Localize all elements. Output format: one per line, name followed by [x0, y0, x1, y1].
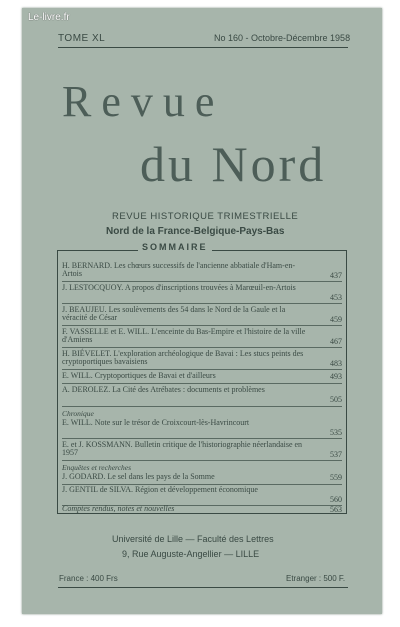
title-revue: Revue — [62, 77, 225, 126]
toc-entry — [62, 419, 342, 437]
toc-entry — [62, 505, 342, 514]
issue-label: No 160 - Octobre-Décembre 1958 — [214, 33, 351, 43]
book-cover — [22, 8, 382, 614]
price-france: France : 400 Frs — [59, 574, 118, 583]
header-rule — [58, 47, 348, 48]
toc-entry-text: E. et J. KOSSMANN. Bulletin critique de l'historiographie néerlandaise en 1957 — [62, 440, 303, 457]
toc-entry-text: J. LESTOCQUOY. A propos d'inscriptions trouvées à Marœuil-en-Artois — [62, 283, 296, 292]
toc-entry-text: J. BEAUJEU. Les soulèvements des 54 dans le Nord de la Gaule et la véracité de César — [62, 305, 286, 322]
toc-entry-page: 459 — [330, 315, 342, 324]
toc-divider — [62, 383, 342, 384]
toc-entry-page: 505 — [330, 395, 342, 404]
toc-entry-page: 493 — [330, 372, 342, 381]
section-chronique: Chronique — [62, 409, 94, 418]
title-du-nord: du Nord — [140, 136, 327, 192]
address-label: 9, Rue Auguste-Angellier — LILLE — [122, 549, 260, 559]
toc-entry-page: 537 — [330, 450, 342, 459]
toc-divider — [62, 438, 342, 439]
toc-entry-page: 563 — [330, 505, 342, 514]
toc-entry-text: F. VASSELLE et E. WILL. L'enceinte du Bas-Empire et l'histoire de la ville d'Amiens — [62, 327, 306, 344]
toc-divider — [62, 369, 342, 370]
toc-divider — [62, 460, 342, 461]
toc-entry — [62, 473, 342, 482]
toc-entry — [62, 386, 342, 404]
tome-label: TOME XL — [58, 33, 106, 44]
toc-entry — [62, 441, 342, 459]
toc-entry-page: 467 — [330, 337, 342, 346]
toc-divider — [62, 406, 342, 407]
toc-entry — [62, 262, 342, 280]
toc-entry — [62, 350, 342, 368]
toc-entry-text: Comptes rendus, notes et nouvelles — [62, 504, 175, 513]
watermark: Le-livre.fr — [28, 12, 70, 23]
price-etranger: Etranger : 500 F. — [286, 574, 346, 583]
subtitle: REVUE HISTORIQUE TRIMESTRIELLE — [112, 211, 299, 222]
toc-entry — [62, 306, 342, 324]
toc-entry-text: J. GODARD. Le sel dans les pays de la Somme — [62, 472, 215, 481]
toc-entry-page: 453 — [330, 293, 342, 302]
toc-entry-text: J. GENTIL de SILVA. Région et développement économique — [62, 485, 258, 494]
toc-entry — [62, 486, 342, 504]
toc-entry-text: A. DEROLEZ. La Cité des Atrébates : documents et problèmes — [62, 385, 265, 394]
toc-entry-text: H. BIÉVELET. L'exploration archéologique de Bavai : Les stucs peints des cryptoportiques bavaisiens — [62, 349, 304, 366]
toc-divider — [62, 303, 342, 304]
toc-entry-text: H. BERNARD. Les chœurs successifs de l'ancienne abbatiale d'Ham-en-Artois — [62, 261, 296, 278]
toc-entry-page: 560 — [330, 495, 342, 504]
toc-entry — [62, 284, 342, 302]
toc-entry — [62, 372, 342, 381]
toc-divider — [62, 347, 342, 348]
toc-divider — [62, 325, 342, 326]
toc-divider — [62, 281, 342, 282]
toc-entry-page: 535 — [330, 428, 342, 437]
sommaire-heading: SOMMAIRE — [138, 242, 212, 252]
toc-entry-page: 437 — [330, 271, 342, 280]
toc-entry-text: E. WILL. Cryptoportiques de Bavai et d'ailleurs — [62, 371, 216, 380]
toc-entry-page: 483 — [330, 359, 342, 368]
footer-rule — [58, 587, 348, 588]
toc-entry — [62, 328, 342, 346]
section-enquetes: Enquêtes et recherches — [62, 463, 131, 472]
university-label: Université de Lille — Faculté des Lettres — [112, 534, 274, 544]
toc-entry-page: 559 — [330, 473, 342, 482]
region-label: Nord de la France-Belgique-Pays-Bas — [106, 226, 285, 237]
toc-entry-text: E. WILL. Note sur le trésor de Croixcourt-lès-Havrincourt — [62, 418, 250, 427]
